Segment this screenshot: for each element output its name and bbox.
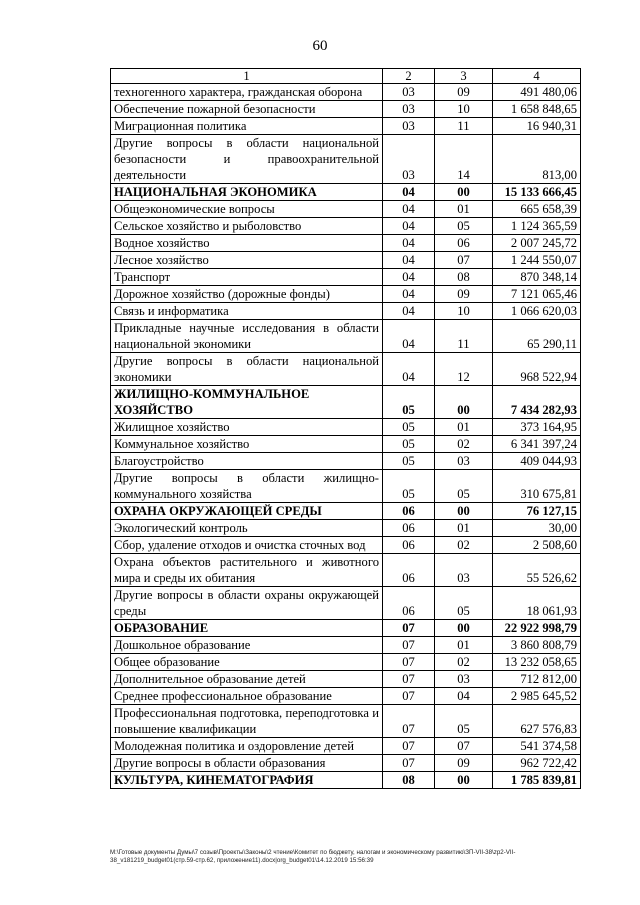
table-row (111, 118, 581, 135)
cell-section-code: 03 (383, 84, 435, 101)
cell-amount: 2 985 645,52 (493, 688, 581, 705)
cell-amount: 22 922 998,79 (493, 620, 581, 637)
cell-name: Сельское хозяйство и рыболовство (111, 218, 383, 235)
header-col-4: 4 (493, 69, 581, 84)
table-row (111, 705, 581, 738)
cell-amount: 962 722,42 (493, 755, 581, 772)
table-row (111, 587, 581, 620)
cell-section-code: 06 (383, 503, 435, 520)
table-row (111, 637, 581, 654)
table-row (111, 520, 581, 537)
cell-section-code: 08 (383, 772, 435, 789)
cell-name: Другие вопросы в области национальной экономики (111, 353, 383, 386)
table-row (111, 738, 581, 755)
cell-name: Профессиональная подготовка, переподготовка и повышение квалификации (111, 705, 383, 738)
cell-name: Молодежная политика и оздоровление детей (111, 738, 383, 755)
header-col-1: 1 (111, 69, 383, 84)
cell-name: Общеэкономические вопросы (111, 201, 383, 218)
cell-section-code: 07 (383, 755, 435, 772)
header-col-2: 2 (383, 69, 435, 84)
cell-section-code: 04 (383, 235, 435, 252)
cell-section-code: 03 (383, 135, 435, 184)
cell-section-code: 06 (383, 587, 435, 620)
cell-amount: 2 508,60 (493, 537, 581, 554)
cell-name: Дошкольное образование (111, 637, 383, 654)
cell-section-code: 04 (383, 320, 435, 353)
cell-subsection-code: 00 (435, 386, 493, 419)
cell-name: Лесное хозяйство (111, 252, 383, 269)
cell-name: Экологический контроль (111, 520, 383, 537)
cell-subsection-code: 12 (435, 353, 493, 386)
cell-section-code: 06 (383, 520, 435, 537)
cell-name: Обеспечение пожарной безопасности (111, 101, 383, 118)
cell-subsection-code: 05 (435, 218, 493, 235)
table-row (111, 320, 581, 353)
table-row (111, 554, 581, 587)
cell-subsection-code: 03 (435, 453, 493, 470)
table-row (111, 218, 581, 235)
cell-amount: 409 044,93 (493, 453, 581, 470)
table-row (111, 436, 581, 453)
table-row (111, 755, 581, 772)
cell-section-code: 04 (383, 201, 435, 218)
cell-amount: 30,00 (493, 520, 581, 537)
cell-name: ОХРАНА ОКРУЖАЮЩЕЙ СРЕДЫ (111, 503, 383, 520)
table-row (111, 84, 581, 101)
cell-subsection-code: 11 (435, 320, 493, 353)
table-row (111, 654, 581, 671)
page-number: 60 (312, 38, 328, 54)
cell-name: Другие вопросы в области образования (111, 755, 383, 772)
cell-subsection-code: 02 (435, 436, 493, 453)
cell-amount: 18 061,93 (493, 587, 581, 620)
table-row (111, 101, 581, 118)
cell-subsection-code: 14 (435, 135, 493, 184)
cell-subsection-code: 08 (435, 269, 493, 286)
cell-section-code: 04 (383, 286, 435, 303)
cell-name: Транспорт (111, 269, 383, 286)
cell-amount: 968 522,94 (493, 353, 581, 386)
cell-amount: 1 066 620,03 (493, 303, 581, 320)
cell-subsection-code: 07 (435, 738, 493, 755)
budget-table (110, 68, 581, 789)
table-row (111, 470, 581, 503)
table-row (111, 453, 581, 470)
table-section-row (111, 772, 581, 789)
cell-name: техногенного характера, гражданская оборона (111, 84, 383, 101)
cell-name: Благоустройство (111, 453, 383, 470)
table-row (111, 419, 581, 436)
cell-section-code: 05 (383, 453, 435, 470)
cell-subsection-code: 01 (435, 419, 493, 436)
cell-amount: 627 576,83 (493, 705, 581, 738)
cell-subsection-code: 00 (435, 503, 493, 520)
table-row (111, 688, 581, 705)
cell-subsection-code: 06 (435, 235, 493, 252)
cell-subsection-code: 05 (435, 587, 493, 620)
cell-section-code: 04 (383, 184, 435, 201)
cell-name: Миграционная политика (111, 118, 383, 135)
cell-amount: 1 785 839,81 (493, 772, 581, 789)
cell-amount: 1 244 550,07 (493, 252, 581, 269)
cell-subsection-code: 03 (435, 671, 493, 688)
table-row (111, 537, 581, 554)
cell-name: Прикладные научные исследования в области национальной экономики (111, 320, 383, 353)
cell-subsection-code: 09 (435, 755, 493, 772)
cell-amount: 2 007 245,72 (493, 235, 581, 252)
table-row (111, 269, 581, 286)
cell-name: ЖИЛИЩНО-КОММУНАЛЬНОЕ ХОЗЯЙСТВО (111, 386, 383, 419)
cell-amount: 65 290,11 (493, 320, 581, 353)
cell-name: Охрана объектов растительного и животного мира и среды их обитания (111, 554, 383, 587)
cell-amount: 1 124 365,59 (493, 218, 581, 235)
cell-subsection-code: 03 (435, 554, 493, 587)
cell-amount: 813,00 (493, 135, 581, 184)
table-section-row (111, 620, 581, 637)
header-col-3: 3 (435, 69, 493, 84)
cell-name: Связь и информатика (111, 303, 383, 320)
cell-section-code: 04 (383, 252, 435, 269)
cell-section-code: 07 (383, 705, 435, 738)
cell-subsection-code: 09 (435, 286, 493, 303)
table-body (111, 84, 581, 789)
cell-section-code: 04 (383, 218, 435, 235)
cell-amount: 6 341 397,24 (493, 436, 581, 453)
cell-section-code: 05 (383, 436, 435, 453)
cell-amount: 16 940,31 (493, 118, 581, 135)
cell-name: Другие вопросы в области охраны окружающей среды (111, 587, 383, 620)
cell-subsection-code: 05 (435, 705, 493, 738)
table-row (111, 252, 581, 269)
cell-amount: 665 658,39 (493, 201, 581, 218)
cell-name: Другие вопросы в области национальной безопасности и правоохранительной деятельности (111, 135, 383, 184)
cell-section-code: 06 (383, 554, 435, 587)
cell-name: Среднее профессиональное образование (111, 688, 383, 705)
table-row (111, 286, 581, 303)
cell-amount: 491 480,06 (493, 84, 581, 101)
header-row (111, 69, 581, 84)
table-row (111, 201, 581, 218)
cell-subsection-code: 09 (435, 84, 493, 101)
cell-section-code: 06 (383, 537, 435, 554)
cell-name: Сбор, удаление отходов и очистка сточных вод (111, 537, 383, 554)
cell-subsection-code: 00 (435, 620, 493, 637)
cell-name: Дорожное хозяйство (дорожные фонды) (111, 286, 383, 303)
cell-section-code: 07 (383, 654, 435, 671)
cell-name: ОБРАЗОВАНИЕ (111, 620, 383, 637)
cell-subsection-code: 07 (435, 252, 493, 269)
table-row (111, 353, 581, 386)
cell-amount: 1 658 848,65 (493, 101, 581, 118)
cell-subsection-code: 02 (435, 654, 493, 671)
cell-subsection-code: 01 (435, 520, 493, 537)
cell-section-code: 07 (383, 738, 435, 755)
cell-name: Другие вопросы в области жилищно-коммунального хозяйства (111, 470, 383, 503)
cell-amount: 76 127,15 (493, 503, 581, 520)
document-path-footer: M:\Готовые документы Думы\7 созыв\Проекты\Законы\2 чтение\Комитет по бюджету, налогам и экономическому развитию\ЗП-VII-38\zp2-VII-38_v181219_budget01(стр.59-стр.62, приложение11).docx|org_budget01\14.12.2019 15:56:39 (110, 849, 516, 864)
cell-subsection-code: 01 (435, 201, 493, 218)
cell-subsection-code: 00 (435, 772, 493, 789)
table-row (111, 235, 581, 252)
cell-name: КУЛЬТУРА, КИНЕМАТОГРАФИЯ (111, 772, 383, 789)
cell-name: Дополнительное образование детей (111, 671, 383, 688)
cell-amount: 870 348,14 (493, 269, 581, 286)
cell-section-code: 07 (383, 637, 435, 654)
cell-section-code: 05 (383, 419, 435, 436)
cell-amount: 310 675,81 (493, 470, 581, 503)
cell-section-code: 04 (383, 303, 435, 320)
cell-amount: 712 812,00 (493, 671, 581, 688)
cell-section-code: 03 (383, 118, 435, 135)
cell-section-code: 05 (383, 470, 435, 503)
cell-section-code: 07 (383, 620, 435, 637)
cell-amount: 541 374,58 (493, 738, 581, 755)
table-row (111, 303, 581, 320)
cell-section-code: 03 (383, 101, 435, 118)
cell-subsection-code: 01 (435, 637, 493, 654)
cell-name: НАЦИОНАЛЬНАЯ ЭКОНОМИКА (111, 184, 383, 201)
cell-subsection-code: 00 (435, 184, 493, 201)
cell-name: Коммунальное хозяйство (111, 436, 383, 453)
cell-amount: 7 434 282,93 (493, 386, 581, 419)
table-section-row (111, 386, 581, 419)
cell-amount: 15 133 666,45 (493, 184, 581, 201)
cell-section-code: 04 (383, 353, 435, 386)
cell-section-code: 07 (383, 688, 435, 705)
cell-amount: 13 232 058,65 (493, 654, 581, 671)
cell-subsection-code: 02 (435, 537, 493, 554)
cell-section-code: 07 (383, 671, 435, 688)
table-row (111, 671, 581, 688)
cell-subsection-code: 10 (435, 101, 493, 118)
cell-subsection-code: 11 (435, 118, 493, 135)
cell-name: Водное хозяйство (111, 235, 383, 252)
cell-amount: 373 164,95 (493, 419, 581, 436)
cell-subsection-code: 05 (435, 470, 493, 503)
cell-amount: 55 526,62 (493, 554, 581, 587)
cell-amount: 7 121 065,46 (493, 286, 581, 303)
cell-amount: 3 860 808,79 (493, 637, 581, 654)
table-section-row (111, 184, 581, 201)
table-row (111, 135, 581, 184)
cell-name: Жилищное хозяйство (111, 419, 383, 436)
table-section-row (111, 503, 581, 520)
cell-section-code: 05 (383, 386, 435, 419)
cell-subsection-code: 10 (435, 303, 493, 320)
cell-name: Общее образование (111, 654, 383, 671)
cell-section-code: 04 (383, 269, 435, 286)
cell-subsection-code: 04 (435, 688, 493, 705)
